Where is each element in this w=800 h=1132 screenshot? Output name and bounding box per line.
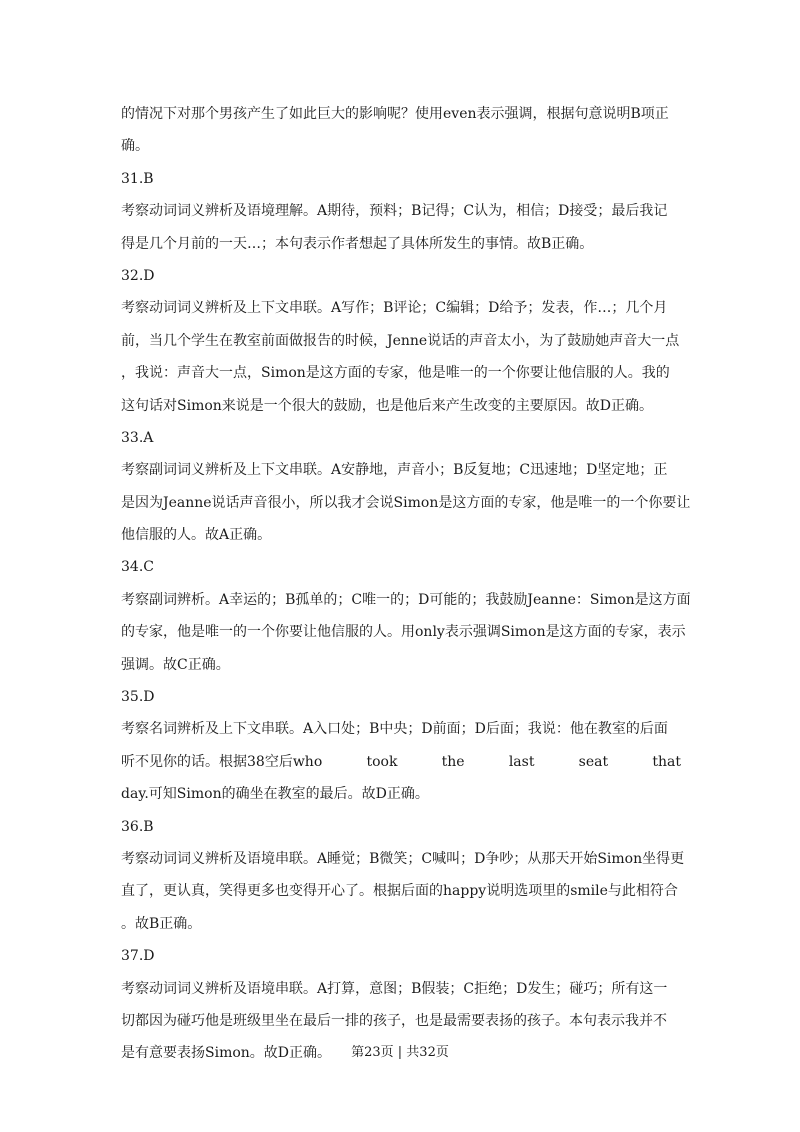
page-footer [0, 1043, 800, 1063]
text-line: 是有意要表扬Simon。故D正确。 [121, 1045, 332, 1062]
text-line: 直了，更认真，笑得更多也变得开心了。根据后面的happy说明选项里的smile与此相符合 [121, 883, 678, 900]
text-word: the [441, 753, 465, 770]
page-number: 第23页 | 共32页 [351, 1045, 449, 1060]
text-line: 考察动词词义辨析及语境理解。A期待，预料；B记得；C认为，相信；D接受；最后我记 [121, 203, 668, 220]
question-number: 37.D [121, 948, 155, 965]
text-word: 听不见你的话。根据38空后who [121, 753, 323, 770]
text-word: took [366, 753, 398, 770]
text-line: 强调。故C正确。 [121, 656, 230, 673]
document-body [121, 98, 691, 1070]
question-number: 33.A [121, 429, 154, 446]
text-line: 考察名词辨析及上下文串联。A入口处；B中央；D前面；D后面；我说：他在教室的后面 [121, 721, 668, 738]
text-line: 的情况下对那个男孩产生了如此巨大的影响呢？使用even表示强调，根据句意说明B项正 [121, 106, 669, 122]
text-line: 切都因为碰巧他是班级里坐在最后一排的孩子，也是最需要表扬的孩子。本句表示我并不 [121, 1012, 667, 1029]
text-line: ，我说：声音大一点，Simon是这方面的专家，他是唯一的一个你要让他信服的人。我的 [121, 365, 670, 382]
text-line: 得是几个月前的一天…；本句表示作者想起了具体所发生的事情。故B正确。 [121, 235, 594, 252]
text-line: 这句话对Simon来说是一个很大的鼓励，也是他后来产生改变的主要原因。故D正确。 [121, 397, 654, 414]
text-line: 。故B正确。 [121, 915, 202, 932]
text-line: 前，当几个学生在教室前面做报告的时候，Jenne说话的声音太小，为了鼓励她声音大一点 [121, 332, 680, 349]
question-number: 34.C [121, 559, 154, 576]
text-word: last [508, 753, 535, 770]
text-line: 的专家，他是唯一的一个你要让他信服的人。用only表示强调Simon是这方面的专家，表示 [121, 624, 686, 641]
text-line: 确。 [121, 138, 149, 155]
text-line [121, 746, 681, 778]
text-line: 考察副词辨析。A幸运的；B孤单的；C唯一的；D可能的；我鼓励Jeanne：Simon是这方面 [121, 591, 691, 608]
question-number: 36.B [121, 818, 154, 835]
question-number: 31.B [121, 170, 154, 187]
text-word: seat [578, 753, 609, 770]
text-line: day.可知Simon的确坐在教室的最后。故D正确。 [121, 786, 429, 803]
text-line: 他信服的人。故A正确。 [121, 527, 272, 544]
text-line: 考察动词词义辨析及上下文串联。A写作；B评论；C编辑；D给予；发表，作…；几个月 [121, 300, 668, 317]
question-number: 32.D [121, 267, 155, 284]
text-word: that [652, 753, 681, 770]
text-line: 考察动词词义辨析及语境串联。A睡觉；B微笑；C喊叫；D争吵；从那天开始Simon坐得更 [121, 850, 685, 867]
text-line: 考察副词词义辨析及上下文串联。A安静地，声音小；B反复地；C迅速地；D坚定地；正 [121, 462, 668, 479]
question-number: 35.D [121, 689, 155, 706]
text-line: 是因为Jeanne说话声音很小，所以我才会说Simon是这方面的专家，他是唯一的一个你要让 [121, 494, 691, 511]
text-line: 考察动词词义辨析及语境串联。A打算，意图；B假装；C拒绝；D发生；碰巧；所有这一 [121, 980, 668, 997]
